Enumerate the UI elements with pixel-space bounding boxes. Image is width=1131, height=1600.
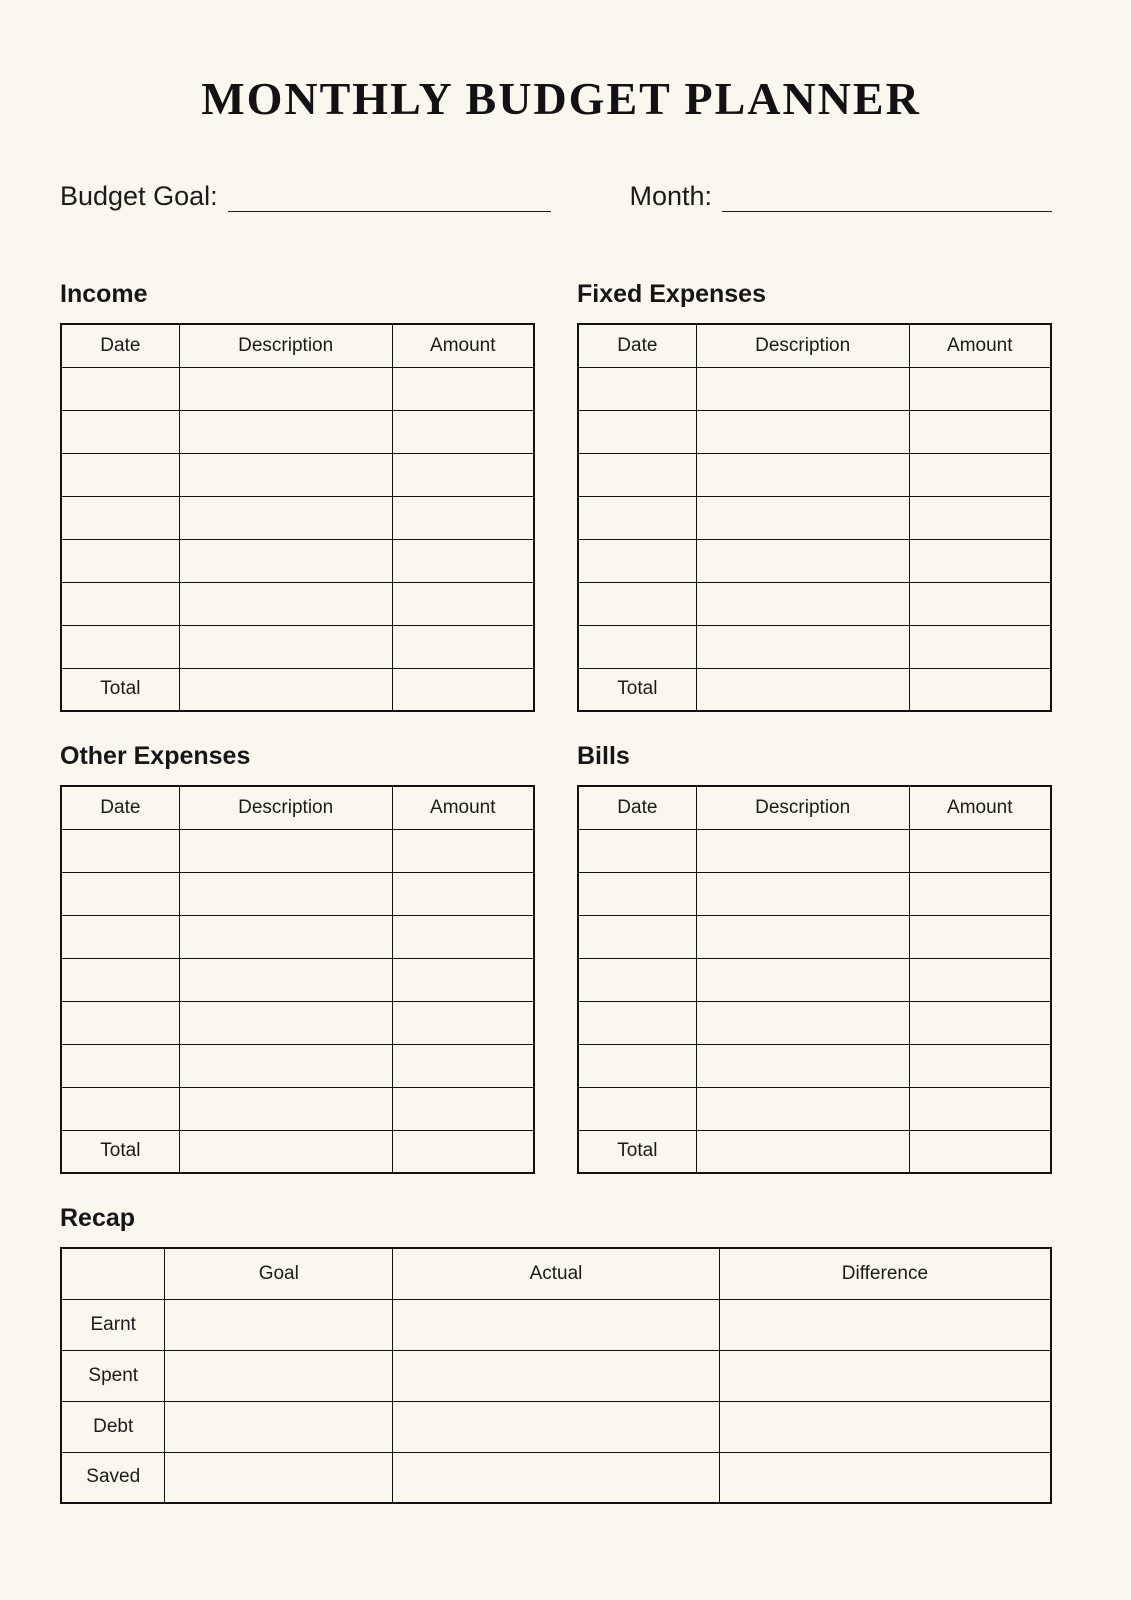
earnt-actual-cell[interactable] [393, 1299, 720, 1350]
entry-row [61, 496, 534, 539]
fixed-expenses-section [577, 280, 1052, 712]
earnt-goal-cell[interactable] [165, 1299, 393, 1350]
column-header-amount: Amount [909, 324, 1051, 367]
income-total-description-cell[interactable] [179, 668, 392, 711]
entry-cell-empty[interactable] [909, 367, 1051, 410]
entry-cell-empty[interactable] [179, 829, 392, 872]
entry-cell-empty[interactable] [578, 410, 696, 453]
entry-cell-empty[interactable] [578, 958, 696, 1001]
entry-cell-empty[interactable] [61, 453, 179, 496]
fixed-expenses-section-title: Fixed Expenses [577, 280, 766, 309]
entry-row [578, 582, 1051, 625]
bills-total-amount-cell[interactable] [909, 1130, 1051, 1173]
entry-row [61, 410, 534, 453]
entry-cell-empty[interactable] [909, 915, 1051, 958]
column-header-description: Description [696, 786, 909, 829]
entry-row [61, 1087, 534, 1130]
entry-cell-empty[interactable] [909, 539, 1051, 582]
column-header-description: Description [179, 324, 392, 367]
budget-tables-grid [60, 280, 1052, 1174]
entry-cell-empty[interactable] [392, 1001, 534, 1044]
spent-difference-cell[interactable] [719, 1350, 1051, 1401]
entry-cell-empty[interactable] [909, 958, 1051, 1001]
bills-total-description-cell[interactable] [696, 1130, 909, 1173]
entry-row [578, 958, 1051, 1001]
entry-row [578, 1087, 1051, 1130]
income-total-row [61, 668, 534, 711]
bills-table [577, 785, 1052, 1174]
entry-cell-empty[interactable] [696, 367, 909, 410]
entry-row [578, 496, 1051, 539]
income-total-label: Total [61, 668, 179, 711]
entry-cell-empty[interactable] [909, 625, 1051, 668]
other-expenses-total-label: Total [61, 1130, 179, 1173]
bills-total-label: Total [578, 1130, 696, 1173]
entry-cell-empty[interactable] [179, 367, 392, 410]
entry-cell-empty[interactable] [696, 829, 909, 872]
fill-in-fields-row [60, 181, 1052, 212]
entry-cell-empty[interactable] [179, 1044, 392, 1087]
entry-cell-empty[interactable] [578, 1044, 696, 1087]
column-header-date: Date [578, 324, 696, 367]
entry-cell-empty[interactable] [179, 1087, 392, 1130]
entry-cell-empty[interactable] [578, 625, 696, 668]
entry-cell-empty[interactable] [392, 915, 534, 958]
entry-cell-empty[interactable] [392, 582, 534, 625]
income-total-amount-cell[interactable] [392, 668, 534, 711]
saved-actual-cell[interactable] [393, 1452, 720, 1503]
entry-row [578, 872, 1051, 915]
other-expenses-table [60, 785, 535, 1174]
recap-row-label: Spent [61, 1350, 165, 1401]
entry-cell-empty[interactable] [179, 539, 392, 582]
entry-row [578, 1001, 1051, 1044]
debt-actual-cell[interactable] [393, 1401, 720, 1452]
bills-section-title: Bills [577, 742, 630, 771]
entry-row [578, 410, 1051, 453]
entry-cell-empty[interactable] [578, 872, 696, 915]
entry-row [61, 872, 534, 915]
entry-row [61, 625, 534, 668]
recap-row-debt [61, 1401, 1051, 1452]
other-expenses-total-description-cell[interactable] [179, 1130, 392, 1173]
entry-cell-empty[interactable] [578, 1087, 696, 1130]
entry-cell-empty[interactable] [696, 625, 909, 668]
entry-cell-empty[interactable] [909, 582, 1051, 625]
entry-cell-empty[interactable] [392, 367, 534, 410]
entry-cell-empty[interactable] [696, 496, 909, 539]
entry-row [61, 1001, 534, 1044]
column-header-amount: Amount [392, 324, 534, 367]
entry-cell-empty[interactable] [179, 582, 392, 625]
entry-cell-empty[interactable] [696, 1087, 909, 1130]
income-section-title: Income [60, 280, 148, 309]
entry-cell-empty[interactable] [179, 915, 392, 958]
entry-cell-empty[interactable] [909, 1044, 1051, 1087]
entry-cell-empty[interactable] [61, 915, 179, 958]
entry-cell-empty[interactable] [61, 829, 179, 872]
entry-row [61, 958, 534, 1001]
entry-row [578, 367, 1051, 410]
column-header-date: Date [61, 324, 179, 367]
recap-row-label: Saved [61, 1452, 165, 1503]
column-header-actual: Actual [393, 1248, 720, 1299]
entry-cell-empty[interactable] [61, 496, 179, 539]
entry-row [61, 539, 534, 582]
entry-row [61, 1044, 534, 1087]
recap-section-title: Recap [60, 1204, 136, 1233]
entry-cell-empty[interactable] [909, 1001, 1051, 1044]
entry-cell-empty[interactable] [179, 410, 392, 453]
entry-cell-empty[interactable] [696, 872, 909, 915]
spent-goal-cell[interactable] [165, 1350, 393, 1401]
income-section [60, 280, 535, 712]
entry-cell-empty[interactable] [61, 539, 179, 582]
fixed-expenses-total-row [578, 668, 1051, 711]
entry-cell-empty[interactable] [179, 625, 392, 668]
recap-corner-cell [61, 1248, 165, 1299]
entry-cell-empty[interactable] [578, 582, 696, 625]
fixed-expenses-total-amount-cell[interactable] [909, 668, 1051, 711]
column-header-difference: Difference [719, 1248, 1051, 1299]
fixed-expenses-total-description-cell[interactable] [696, 668, 909, 711]
entry-cell-empty[interactable] [696, 1001, 909, 1044]
entry-cell-empty[interactable] [179, 872, 392, 915]
entry-row [578, 829, 1051, 872]
spent-actual-cell[interactable] [393, 1350, 720, 1401]
entry-cell-empty[interactable] [61, 410, 179, 453]
other-expenses-header-row [61, 786, 534, 829]
entry-cell-empty[interactable] [392, 625, 534, 668]
column-header-date: Date [578, 786, 696, 829]
recap-row-label: Earnt [61, 1299, 165, 1350]
entry-cell-empty[interactable] [392, 453, 534, 496]
entry-cell-empty[interactable] [578, 496, 696, 539]
column-header-goal: Goal [165, 1248, 393, 1299]
fixed-expenses-header-row [578, 324, 1051, 367]
entry-row [61, 829, 534, 872]
entry-row [578, 539, 1051, 582]
entry-cell-empty[interactable] [696, 410, 909, 453]
budget-goal-input-line[interactable] [228, 182, 551, 212]
income-header-row [61, 324, 534, 367]
bills-header-row [578, 786, 1051, 829]
other-expenses-section-title: Other Expenses [60, 742, 251, 771]
page-title: MONTHLY BUDGET PLANNER [201, 73, 921, 124]
recap-row-saved [61, 1452, 1051, 1503]
entry-cell-empty[interactable] [578, 453, 696, 496]
month-input-line[interactable] [722, 182, 1052, 212]
entry-row [578, 625, 1051, 668]
entry-cell-empty[interactable] [61, 1044, 179, 1087]
entry-cell-empty[interactable] [179, 958, 392, 1001]
entry-cell-empty[interactable] [696, 915, 909, 958]
entry-cell-empty[interactable] [392, 496, 534, 539]
entry-cell-empty[interactable] [578, 915, 696, 958]
entry-cell-empty[interactable] [696, 453, 909, 496]
recap-row-spent [61, 1350, 1051, 1401]
entry-cell-empty[interactable] [909, 1087, 1051, 1130]
entry-cell-empty[interactable] [909, 410, 1051, 453]
earnt-difference-cell[interactable] [719, 1299, 1051, 1350]
recap-table [60, 1247, 1052, 1504]
recap-row-label: Debt [61, 1401, 165, 1452]
entry-cell-empty[interactable] [696, 582, 909, 625]
entry-cell-empty[interactable] [392, 1044, 534, 1087]
entry-cell-empty[interactable] [696, 958, 909, 1001]
entry-row [61, 453, 534, 496]
entry-cell-empty[interactable] [696, 1044, 909, 1087]
column-header-date: Date [61, 786, 179, 829]
entry-row [61, 915, 534, 958]
entry-cell-empty[interactable] [578, 829, 696, 872]
entry-cell-empty[interactable] [61, 1001, 179, 1044]
month-field [629, 181, 1052, 212]
debt-goal-cell[interactable] [165, 1401, 393, 1452]
budget-goal-label: Budget Goal: [60, 181, 218, 211]
entry-cell-empty[interactable] [61, 958, 179, 1001]
fixed-expenses-total-label: Total [578, 668, 696, 711]
recap-section [60, 1204, 1052, 1504]
column-header-amount: Amount [392, 786, 534, 829]
entry-cell-empty[interactable] [61, 367, 179, 410]
entry-cell-empty[interactable] [61, 625, 179, 668]
fixed-expenses-table [577, 323, 1052, 712]
entry-cell-empty[interactable] [909, 496, 1051, 539]
entry-cell-empty[interactable] [696, 539, 909, 582]
budget-goal-field [60, 181, 551, 212]
entry-cell-empty[interactable] [61, 872, 179, 915]
entry-cell-empty[interactable] [392, 958, 534, 1001]
saved-difference-cell[interactable] [719, 1452, 1051, 1503]
entry-cell-empty[interactable] [392, 829, 534, 872]
entry-cell-empty[interactable] [392, 1087, 534, 1130]
entry-row [578, 453, 1051, 496]
entry-cell-empty[interactable] [392, 872, 534, 915]
entry-row [61, 582, 534, 625]
entry-row [61, 367, 534, 410]
entry-cell-empty[interactable] [578, 1001, 696, 1044]
entry-cell-empty[interactable] [61, 1087, 179, 1130]
entry-cell-empty[interactable] [392, 410, 534, 453]
column-header-description: Description [179, 786, 392, 829]
entry-cell-empty[interactable] [179, 1001, 392, 1044]
recap-header-row [61, 1248, 1051, 1299]
entry-row [578, 1044, 1051, 1087]
other-expenses-section [60, 742, 535, 1174]
entry-cell-empty[interactable] [909, 829, 1051, 872]
entry-cell-empty[interactable] [578, 539, 696, 582]
column-header-amount: Amount [909, 786, 1051, 829]
entry-cell-empty[interactable] [179, 496, 392, 539]
month-label: Month: [629, 181, 712, 211]
entry-cell-empty[interactable] [179, 453, 392, 496]
entry-cell-empty[interactable] [578, 367, 696, 410]
entry-cell-empty[interactable] [909, 453, 1051, 496]
other-expenses-total-amount-cell[interactable] [392, 1130, 534, 1173]
column-header-description: Description [696, 324, 909, 367]
bills-section [577, 742, 1052, 1174]
entry-cell-empty[interactable] [909, 872, 1051, 915]
income-table [60, 323, 535, 712]
saved-goal-cell[interactable] [165, 1452, 393, 1503]
entry-cell-empty[interactable] [392, 539, 534, 582]
debt-difference-cell[interactable] [719, 1401, 1051, 1452]
recap-row-earnt [61, 1299, 1051, 1350]
bills-total-row [578, 1130, 1051, 1173]
entry-cell-empty[interactable] [61, 582, 179, 625]
other-expenses-total-row [61, 1130, 534, 1173]
entry-row [578, 915, 1051, 958]
